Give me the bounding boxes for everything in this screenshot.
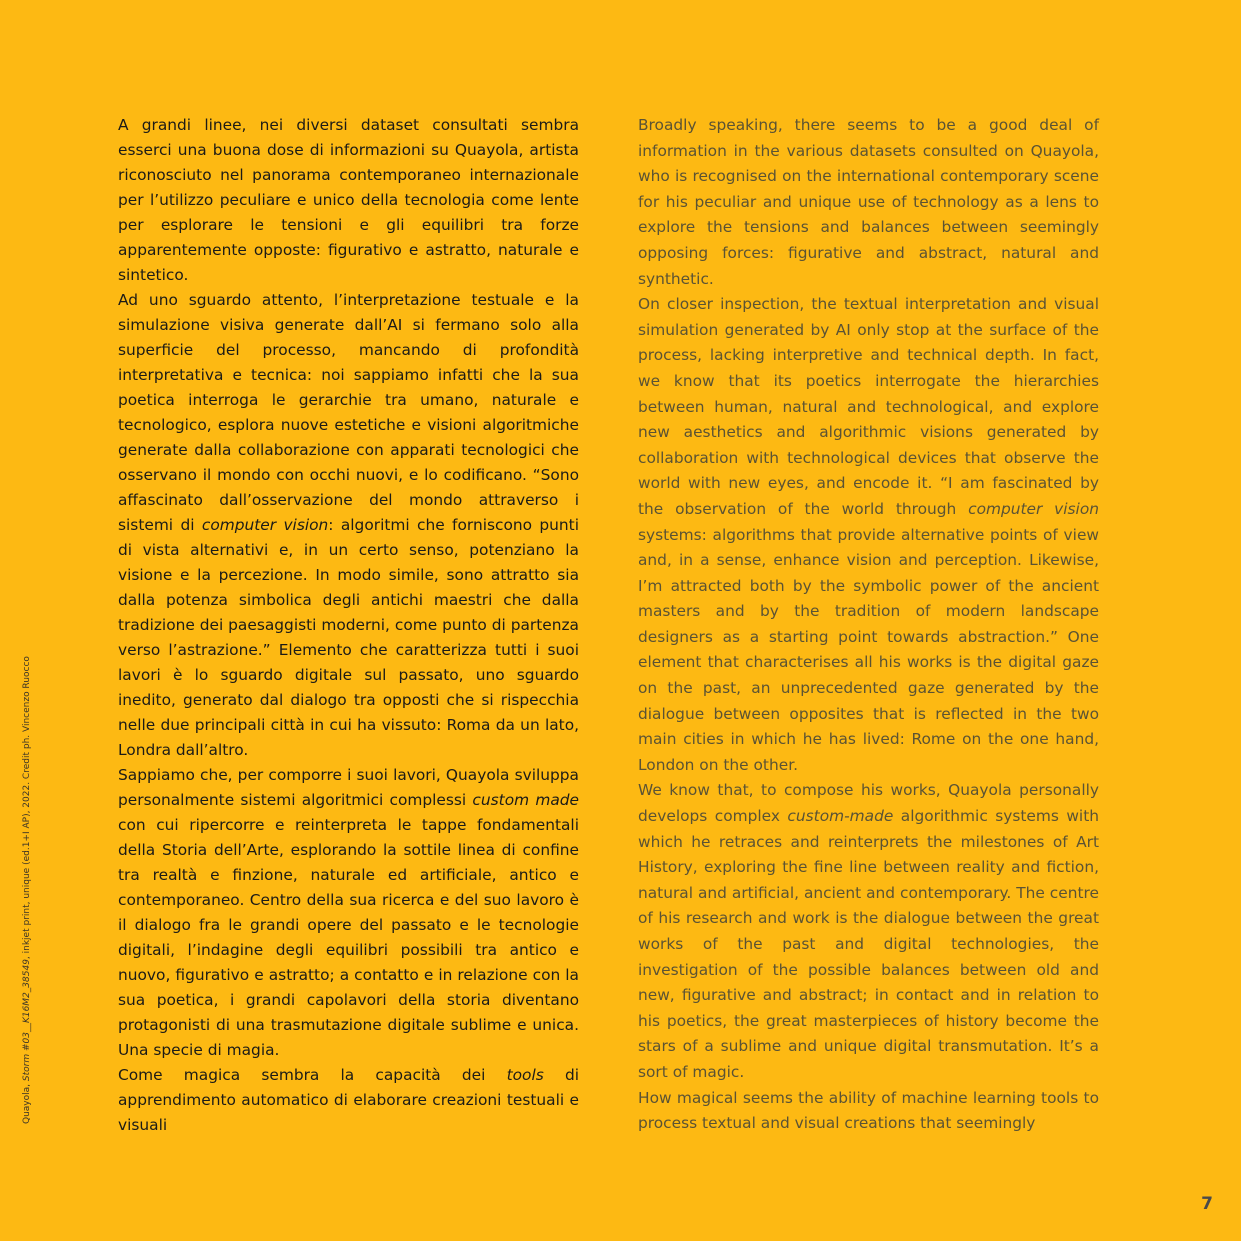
english-paragraph-3: We know that, to compose his works, Quayola personally develops complex custom-made algorithmic systems with which he retraces and reinterprets the milestones of Art History, exploring the fine line between reality and fiction, natural and artificial, ancient and contemporary. The centre of his research and work is the dialogue between the great works of the past and digital technologies, the investigation of the possible balances between old and new, figurative and abstract; in contact and in relation to his poetics, the great masterpieces of history become the stars of a sublime and unique digital transmutation. It’s a sort of magic. [638, 781, 1099, 1081]
credit-artist: Quayola, [22, 1081, 32, 1124]
english-paragraph-1: Broadly speaking, there seems to be a good deal of information in the various datasets consulted on Quayola, who is recognised on the international contemporary scene for his peculiar and unique use of technology as a lens to explore the tensions and balances between seemingly opposing forces: figurative and abstract, natural and synthetic. [638, 116, 1099, 288]
italian-paragraph-3: Sappiamo che, per comporre i suoi lavori, Quayola sviluppa personalmente sistemi algoritmici complessi custom made con cui ripercorre e reinterpreta le tappe fondamentali della Storia dell’Arte, esplorando la sottile linea di confine tra realtà e finzione, naturale ed artificiale, antico e contemporaneo. Centro della sua ricerca e del suo lavoro è il dialogo fra le grandi opere del passato e le tecnologie digitali, l’indagine degli equilibri possibili tra antico e nuovo, figurativo e astratto; a contatto e in relazione con la sua poetica, i grandi capolavori della storia diventano protagonisti di una trasmutazione digitale sublime e unica. Una specie di magia. [118, 766, 579, 1059]
english-paragraph-4: How magical seems the ability of machine learning tools to process textual and visual creations that seemingly [638, 1088, 1099, 1133]
credit-details: , inkjet print, unique (ed.1+I AP), 2022. Credit ph. Vincenzo Ruocco [22, 656, 32, 960]
italian-paragraph-4: Come magica sembra la capacità dei tools di apprendimento automatico di elaborare creazioni testuali e visuali [118, 1066, 579, 1134]
credit-artwork-title: Storm #03__K16M2_38549 [22, 959, 32, 1082]
italian-paragraph-1: A grandi linee, nei diversi dataset consultati sembra esserci una buona dose di informazioni su Quayola, artista riconosciuto nel panorama contemporaneo internazionale per l’utilizzo peculiare e unico della tecnologia come lente per esplorare le tensioni e gli equilibri tra forze apparentemente opposte: figurativo e astratto, naturale e sintetico. [118, 116, 579, 284]
english-paragraph-2: On closer inspection, the textual interpretation and visual simulation generated by AI only stop at the surface of the process, lacking interpretive and technical depth. In fact, we know that its poetics interrogate the hierarchies between human, natural and technological, and explore new aesthetics and algorithmic visions generated by collaboration with technological devices that observe the world with new eyes, and encode it. “I am fascinated by the observation of the world through computer vision systems: algorithms that provide alternative points of view and, in a sense, enhance vision and perception. Likewise, I’m attracted both by the symbolic power of the ancient masters and by the tradition of modern landscape designers as a starting point towards abstraction.” One element that characterises all his works is the digital gaze on the past, an unprecedented gaze generated by the dialogue between opposites that is reflected in the two main cities in which he has lived: Rome on the one hand, London on the other. [638, 295, 1099, 774]
page-number: 7 [1201, 1194, 1213, 1214]
italian-column [118, 113, 579, 1138]
italian-paragraph-2: Ad uno sguardo attento, l’interpretazione testuale e la simulazione visiva generate dall’AI si fermano solo alla superficie del processo, mancando di profondità interpretativa e tecnica: noi sappiamo infatti che la sua poetica interroga le gerarchie tra umano, naturale e tecnologico, esplora nuove estetiche e visioni algoritmiche generate dalla collaborazione con apparati tecnologici che osservano il mondo con occhi nuovi, e lo codificano. “Sono affascinato dall’osservazione del mondo attraverso i sistemi di computer vision: algoritmi che forniscono punti di vista alternativi e, in un certo senso, potenziano la visione e la percezione. In modo simile, sono attratto sia dalla potenza simbolica degli antichi maestri che dalla tradizione dei paesaggisti moderni, come punto di partenza verso l’astrazione.” Elemento che caratterizza tutti i suoi lavori è lo sguardo digitale sul passato, uno sguardo inedito, generato dal dialogo tra opposti che si rispecchia nelle due principali città in cui ha vissuto: Roma da un lato, Londra dall’altro. [118, 291, 579, 759]
english-column [638, 113, 1099, 1137]
photo-credit-caption [22, 656, 32, 1124]
